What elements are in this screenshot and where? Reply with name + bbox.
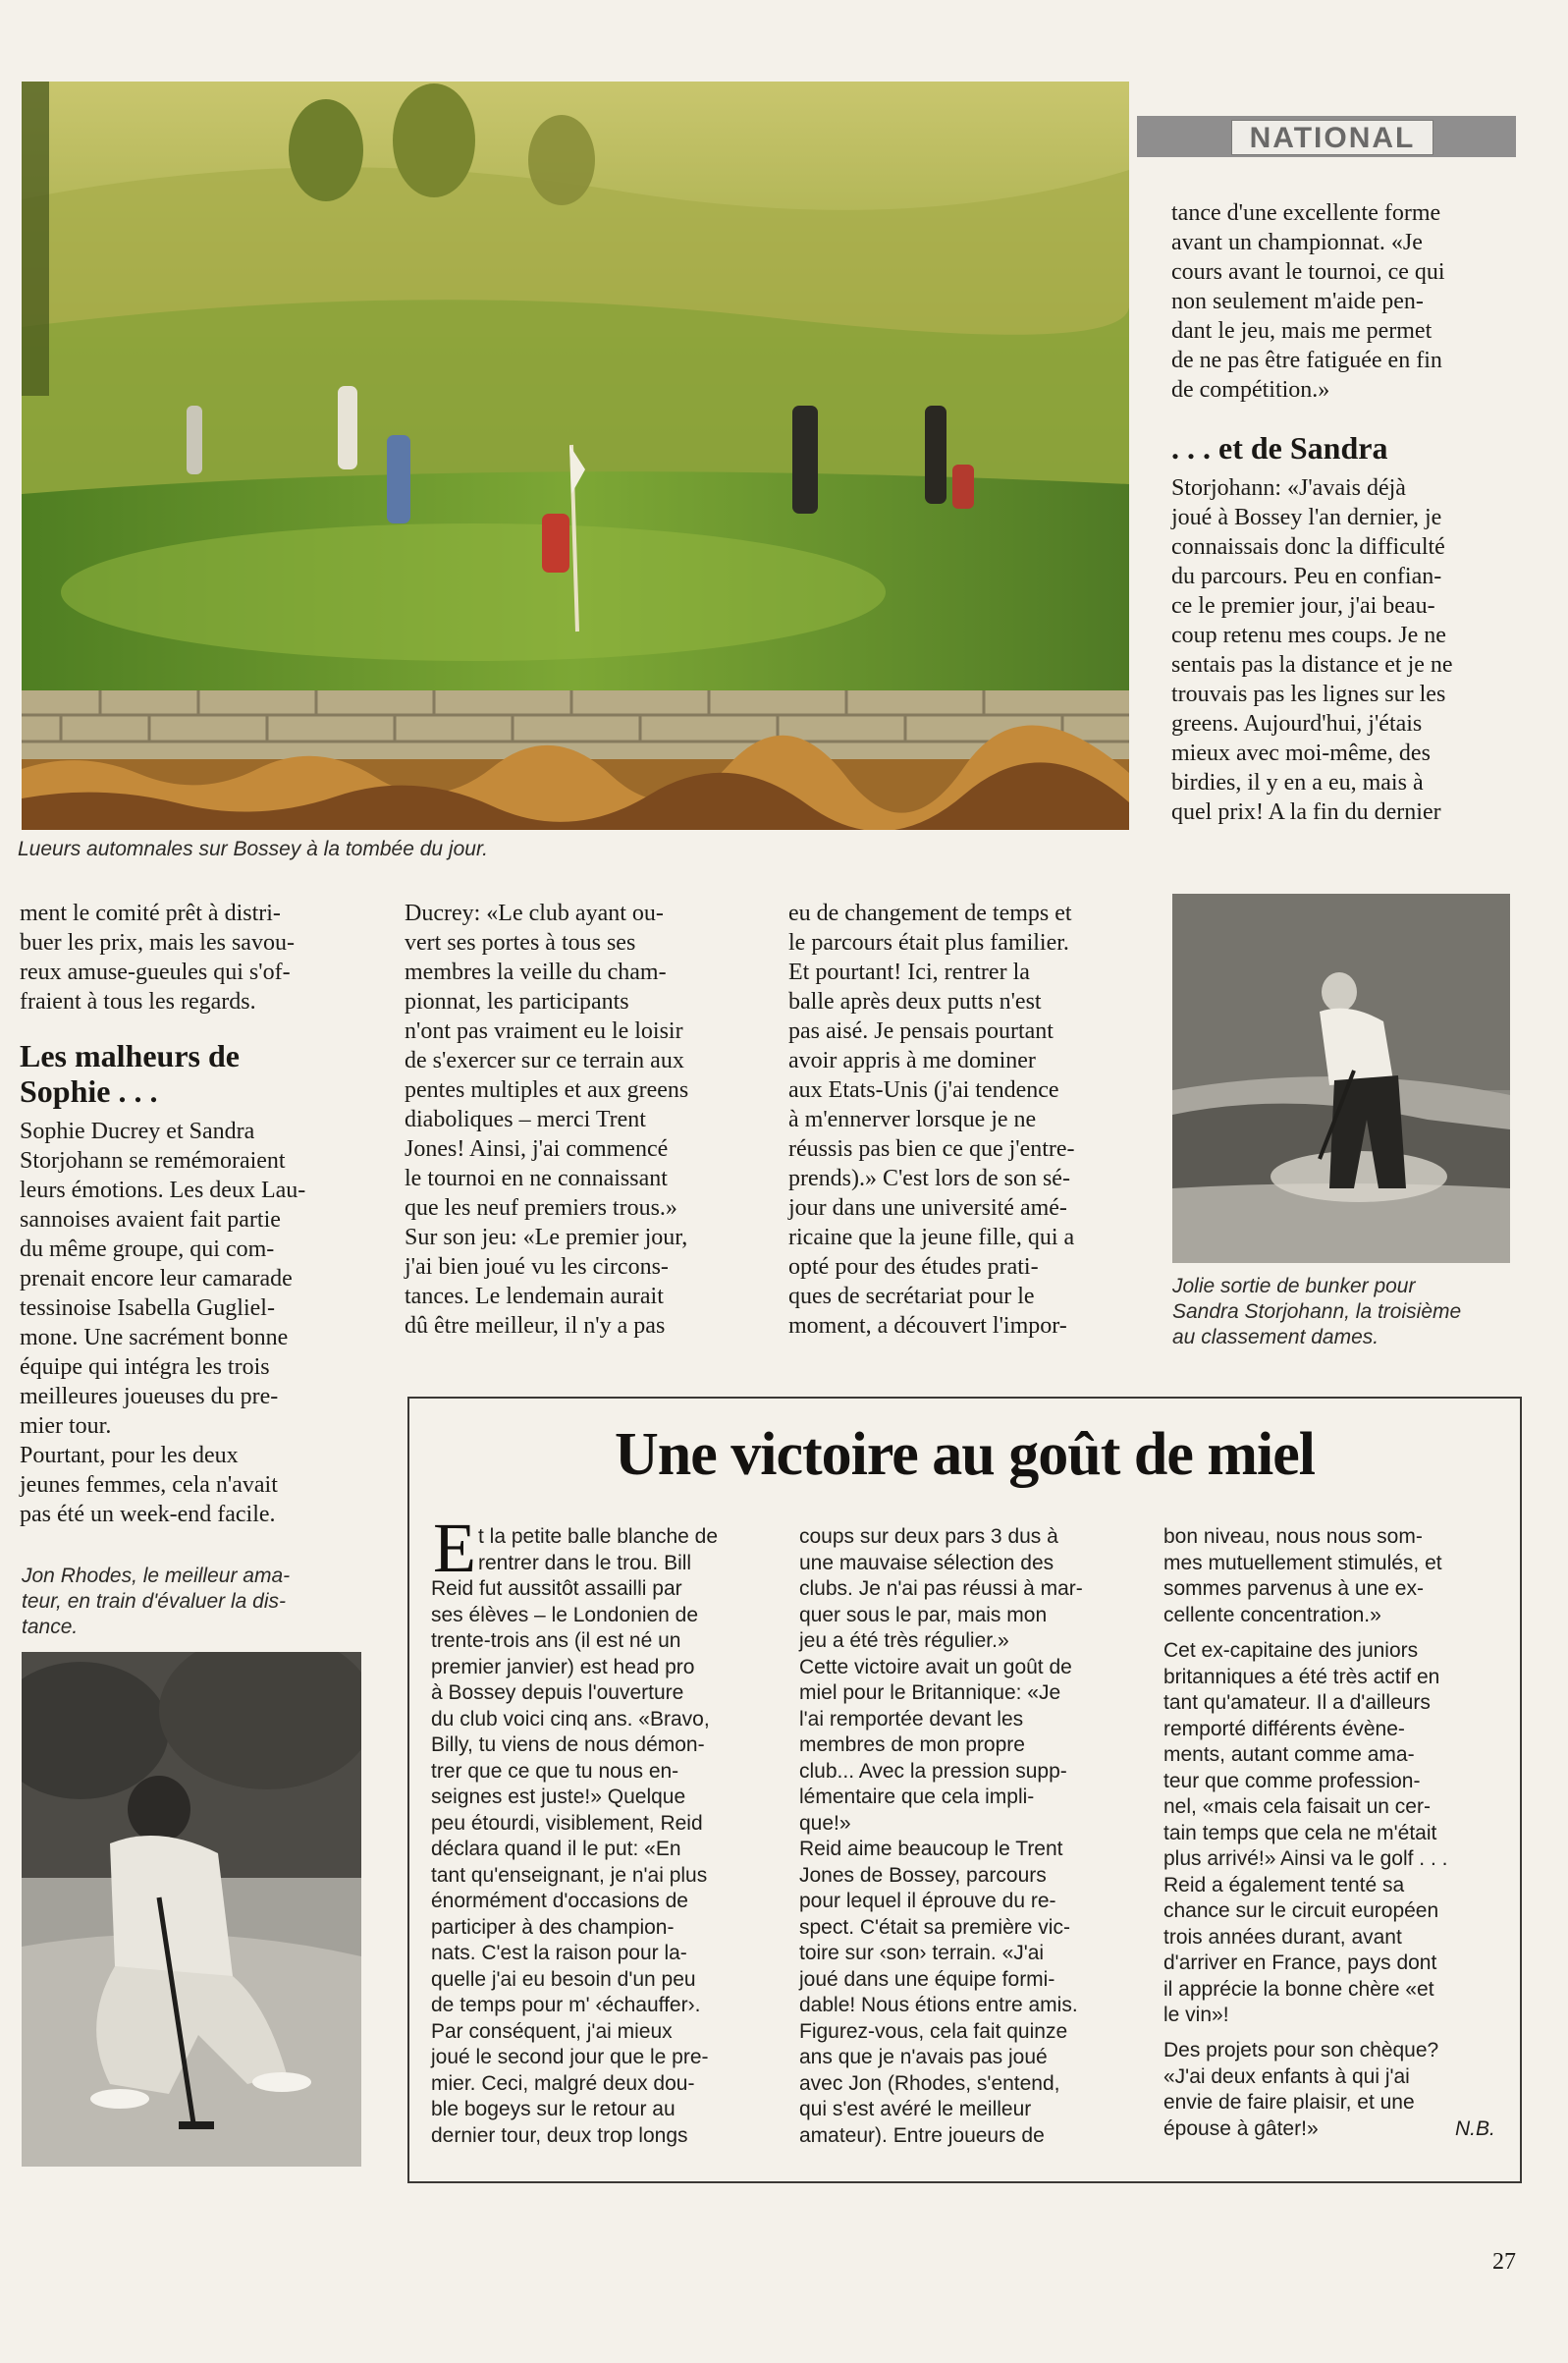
box-body-line: britanniques a été très actif en: [1163, 1665, 1440, 1688]
box-body-line: dernier tour, deux trop longs: [431, 2123, 688, 2147]
body-line: tessinoise Isabella Gugliel-: [20, 1295, 275, 1321]
box-body-line: du club voici cinq ans. «Bravo,: [431, 1707, 710, 1731]
box-body-line: Reid aime beaucoup le Trent: [799, 1838, 1063, 1860]
boxed-article: [407, 1397, 1522, 2183]
body-line: n'ont pas vraiment eu le loisir: [405, 1018, 683, 1044]
body-line: pentes multiples et aux greens: [405, 1077, 689, 1103]
box-body-line: ans que je n'avais pas joué: [799, 2046, 1048, 2068]
box-body-line: joué le second jour que le pre-: [431, 2046, 709, 2068]
body-line: tances. Le lendemain aurait: [405, 1284, 664, 1309]
section-tag-label: NATIONAL: [1249, 122, 1416, 154]
body-line: Jones! Ainsi, j'ai commencé: [405, 1136, 669, 1162]
body-line: ce le premier jour, j'ai beau-: [1171, 593, 1435, 619]
drop-cap: E: [433, 1509, 476, 1587]
body-line: trouvais pas les lignes sur les: [1171, 682, 1446, 707]
box-body-line: bon niveau, nous nous som-: [1163, 1525, 1423, 1548]
box-body-line: que!»: [799, 1811, 851, 1835]
box-body-line: le vin»!: [1163, 2004, 1229, 2026]
body-line: pas été un week-end facile.: [20, 1502, 276, 1527]
box-body-line: envie de faire plaisir, et une: [1163, 2091, 1415, 2114]
box-body-line: clubs. Je n'ai pas réussi à mar-: [799, 1577, 1083, 1600]
box-body-line: membres de mon propre: [799, 1733, 1025, 1756]
body-line: Sophie Ducrey et Sandra: [20, 1119, 255, 1144]
body-line: j'ai bien joué vu les circons-: [405, 1254, 669, 1280]
body-line: dû être meilleur, il n'y a pas: [405, 1313, 666, 1339]
box-body-line: coups sur deux pars 3 dus à: [799, 1525, 1058, 1548]
body-line: le tournoi en ne connaissant: [405, 1166, 668, 1191]
box-body-line: «J'ai deux enfants à qui j'ai: [1163, 2064, 1410, 2088]
body-line: reux amuse-gueules qui s'of-: [20, 960, 291, 985]
bunker-photo: [1172, 894, 1510, 1263]
box-body-line: participer à des champion-: [431, 1915, 675, 1939]
box-body-line: de temps pour m' ‹échauffer›.: [431, 1994, 701, 2016]
box-body-line: avec Jon (Rhodes, s'entend,: [799, 2071, 1060, 2095]
box-body-line: ble bogeys sur le retour au: [431, 2098, 676, 2120]
box-body-line: Jones de Bossey, parcours: [799, 1863, 1047, 1887]
body-line: réussis pas bien ce que j'entre-: [788, 1136, 1075, 1162]
body-line: Sur son jeu: «Le premier jour,: [405, 1225, 688, 1250]
body-line: diaboliques – merci Trent: [405, 1107, 646, 1132]
box-body-line: une mauvaise sélection des: [799, 1551, 1054, 1574]
body-line: ment le comité prêt à distri-: [20, 901, 281, 926]
box-body-line: trente-trois ans (il est né un: [431, 1629, 681, 1652]
subhead-sandra: . . . et de Sandra: [1171, 430, 1388, 466]
box-body-line: club... Avec la pression supp-: [799, 1759, 1067, 1783]
body-line: jeunes femmes, cela n'avait: [20, 1472, 278, 1498]
box-body-line: miel pour le Britannique: «Je: [799, 1681, 1061, 1704]
box-body-line: seignes est juste!» Quelque: [431, 1786, 686, 1808]
box-body-line: Billy, tu viens de nous démon-: [431, 1733, 705, 1756]
body-line: moment, a découvert l'impor-: [788, 1313, 1067, 1339]
body-line: de compétition.»: [1171, 377, 1330, 403]
box-title: Une victoire au goût de miel: [614, 1421, 1316, 1488]
body-line: quel prix! A la fin du dernier: [1171, 799, 1441, 825]
body-line: leurs émotions. Les deux Lau-: [20, 1178, 306, 1203]
body-line: pionnat, les participants: [405, 989, 629, 1015]
box-body-line: qui s'est avéré le meilleur: [799, 2098, 1032, 2120]
body-line: coup retenu mes coups. Je ne: [1171, 623, 1446, 648]
box-body-line: plus arrivé!» Ainsi va le golf . . .: [1163, 1847, 1448, 1870]
body-line: Ducrey: «Le club ayant ou-: [405, 901, 664, 926]
box-body-line: nel, «mais cela faisait un cer-: [1163, 1795, 1431, 1818]
box-body-line: Par conséquent, j'ai mieux: [431, 2019, 673, 2043]
box-body-line: Figurez-vous, cela fait quinze: [799, 2019, 1068, 2043]
body-line: du même groupe, qui com-: [20, 1236, 275, 1262]
body-line: greens. Aujourd'hui, j'étais: [1171, 711, 1423, 737]
box-body-line: nats. C'est la raison pour la-: [431, 1942, 687, 1964]
author-signature: N.B.: [1455, 2116, 1495, 2140]
box-body-line: l'ai remportée devant les: [799, 1707, 1024, 1731]
body-line: Pourtant, pour les deux: [20, 1443, 239, 1468]
box-body-line: épouse à gâter!»: [1163, 2116, 1319, 2140]
body-line: Storjohann: «J'avais déjà: [1171, 475, 1406, 501]
body-line: fraient à tous les regards.: [20, 989, 256, 1015]
body-line: balle après deux putts n'est: [788, 989, 1042, 1015]
section-tag: [1137, 116, 1516, 157]
box-body-line: tant qu'amateur. Il a d'ailleurs: [1163, 1691, 1431, 1714]
box-body-line: mier. Ceci, malgré deux dou-: [431, 2071, 695, 2095]
body-line: ricaine que la jeune fille, qui a: [788, 1225, 1075, 1250]
body-line: mieux avec moi-même, des: [1171, 741, 1431, 766]
body-line: que les neuf premiers trous.»: [405, 1195, 677, 1221]
body-line: de s'exercer sur ce terrain aux: [405, 1048, 684, 1073]
top-photo-caption: Lueurs automnales sur Bossey à la tombée du jour.: [18, 838, 488, 860]
body-line: avoir appris à me dominer: [788, 1048, 1036, 1073]
rhodes-photo: [22, 1652, 361, 2167]
rhodes-photo-caption: Jon Rhodes, le meilleur ama-: [22, 1565, 291, 1587]
body-line: prenait encore leur camarade: [20, 1266, 293, 1291]
bunker-photo-caption: Jolie sortie de bunker pour: [1172, 1275, 1416, 1297]
body-line: équipe qui intégra les trois: [20, 1354, 270, 1380]
box-body-line: cellente concentration.»: [1163, 1603, 1381, 1626]
body-line: mone. Une sacrément bonne: [20, 1325, 289, 1350]
box-body-line: pour lequel il éprouve du re-: [799, 1890, 1056, 1912]
body-line: sannoises avaient fait partie: [20, 1207, 281, 1233]
body-line: aux Etats-Unis (j'ai tendence: [788, 1077, 1059, 1103]
body-line: Et pourtant! Ici, rentrer la: [788, 960, 1030, 985]
body-line: prends).» C'est lors de son sé-: [788, 1166, 1070, 1191]
body-line: dant le jeu, mais me permet: [1171, 318, 1433, 344]
box-body-line: énormément d'occasions de: [431, 1890, 688, 1912]
box-body-line: spect. C'était sa première vic-: [799, 1915, 1070, 1939]
subhead-sophie: Les malheurs de: [20, 1038, 240, 1073]
box-body-line: d'arriver en France, pays dont: [1163, 1951, 1437, 1974]
box-body-line: mes mutuellement stimulés, et: [1163, 1551, 1442, 1574]
box-body-line: lémentaire que cela impli-: [799, 1786, 1035, 1808]
box-body-line: toire sur ‹son› terrain. «J'ai: [799, 1942, 1045, 1964]
body-line: cours avant le tournoi, ce qui: [1171, 259, 1445, 285]
box-body-line: Reid fut aussitôt assailli par: [431, 1577, 682, 1600]
body-line: sentais pas la distance et je ne: [1171, 652, 1453, 678]
box-body-line: ses élèves – le Londonien de: [431, 1603, 699, 1626]
box-body-line: sommes parvenus à une ex-: [1163, 1577, 1424, 1600]
rhodes-photo-caption: tance.: [22, 1616, 79, 1638]
body-line: connaissais donc la difficulté: [1171, 534, 1445, 560]
body-line: membres la veille du cham-: [405, 960, 667, 985]
box-body-line: chance sur le circuit européen: [1163, 1899, 1439, 1922]
box-body-line: jeu a été très régulier.»: [799, 1629, 1009, 1652]
body-line: opté pour des études prati-: [788, 1254, 1039, 1280]
box-body-line: Reid a également tenté sa: [1163, 1873, 1405, 1896]
box-body-line: déclara quand il le put: «En: [431, 1838, 681, 1860]
body-line: avant un championnat. «Je: [1171, 230, 1423, 255]
box-body-line: premier janvier) est head pro: [431, 1655, 695, 1678]
body-line: joué à Bossey l'an dernier, je: [1171, 505, 1442, 530]
box-body-line: tain temps que cela ne m'était: [1163, 1821, 1437, 1844]
body-line: buer les prix, mais les savou-: [20, 930, 295, 956]
page-number: 27: [1492, 2249, 1516, 2275]
body-line: le parcours était plus familier.: [788, 930, 1069, 956]
box-body-line: remporté différents évène-: [1163, 1717, 1405, 1740]
body-line: tance d'une excellente forme: [1171, 200, 1441, 226]
body-line: à m'ennerver lorsque je ne: [788, 1107, 1037, 1132]
body-line: eu de changement de temps et: [788, 901, 1072, 926]
box-body-line: quer sous le par, mais mon: [799, 1603, 1048, 1626]
box-body-line: t la petite balle blanche de: [478, 1525, 719, 1548]
course-photo: [22, 82, 1129, 830]
box-body-line: joué dans une équipe formi-: [799, 1967, 1055, 1991]
box-body-line: trois années durant, avant: [1163, 1925, 1402, 1949]
body-line: birdies, il y en a eu, mais à: [1171, 770, 1424, 796]
box-body-line: à Bossey depuis l'ouverture: [431, 1681, 684, 1704]
box-body-line: Cet ex-capitaine des juniors: [1163, 1639, 1419, 1662]
body-line: meilleures joueuses du pre-: [20, 1384, 279, 1409]
box-body-line: il apprécie la bonne chère «et: [1163, 1977, 1434, 2001]
body-line: mier tour.: [20, 1413, 112, 1439]
body-line: vert ses portes à tous ses: [405, 930, 636, 956]
box-body-line: quelle j'ai eu besoin d'un peu: [431, 1967, 696, 1991]
box-body-line: tant qu'enseignant, je n'ai plus: [431, 1863, 708, 1887]
body-line: ques de secrétariat pour le: [788, 1284, 1035, 1309]
body-line: non seulement m'aide pen-: [1171, 289, 1424, 314]
box-body-line: peu étourdi, visiblement, Reid: [431, 1811, 703, 1835]
body-line: pas aisé. Je pensais pourtant: [788, 1018, 1054, 1044]
subhead-sophie: Sophie . . .: [20, 1073, 158, 1109]
body-line: jour dans une université amé-: [788, 1195, 1067, 1221]
box-body-line: Des projets pour son chèque?: [1163, 2039, 1439, 2061]
box-body-line: rentrer dans le trou. Bill: [478, 1551, 692, 1574]
box-body-line: amateur). Entre joueurs de: [799, 2123, 1045, 2147]
box-body-line: dable! Nous étions entre amis.: [799, 1994, 1078, 2016]
rhodes-photo-caption: teur, en train d'évaluer la dis-: [22, 1590, 286, 1613]
box-body-line: Cette victoire avait un goût de: [799, 1655, 1072, 1678]
body-line: Storjohann se remémoraient: [20, 1148, 286, 1174]
box-body-line: ments, autant comme ama-: [1163, 1743, 1415, 1766]
box-body-line: trer que ce que tu nous en-: [431, 1759, 679, 1783]
bunker-photo-caption: au classement dames.: [1172, 1326, 1379, 1348]
body-line: du parcours. Peu en confian-: [1171, 564, 1442, 589]
bunker-photo-caption: Sandra Storjohann, la troisième: [1172, 1300, 1462, 1323]
body-line: de ne pas être fatiguée en fin: [1171, 348, 1442, 373]
box-body-line: teur que comme profession-: [1163, 1769, 1421, 1792]
